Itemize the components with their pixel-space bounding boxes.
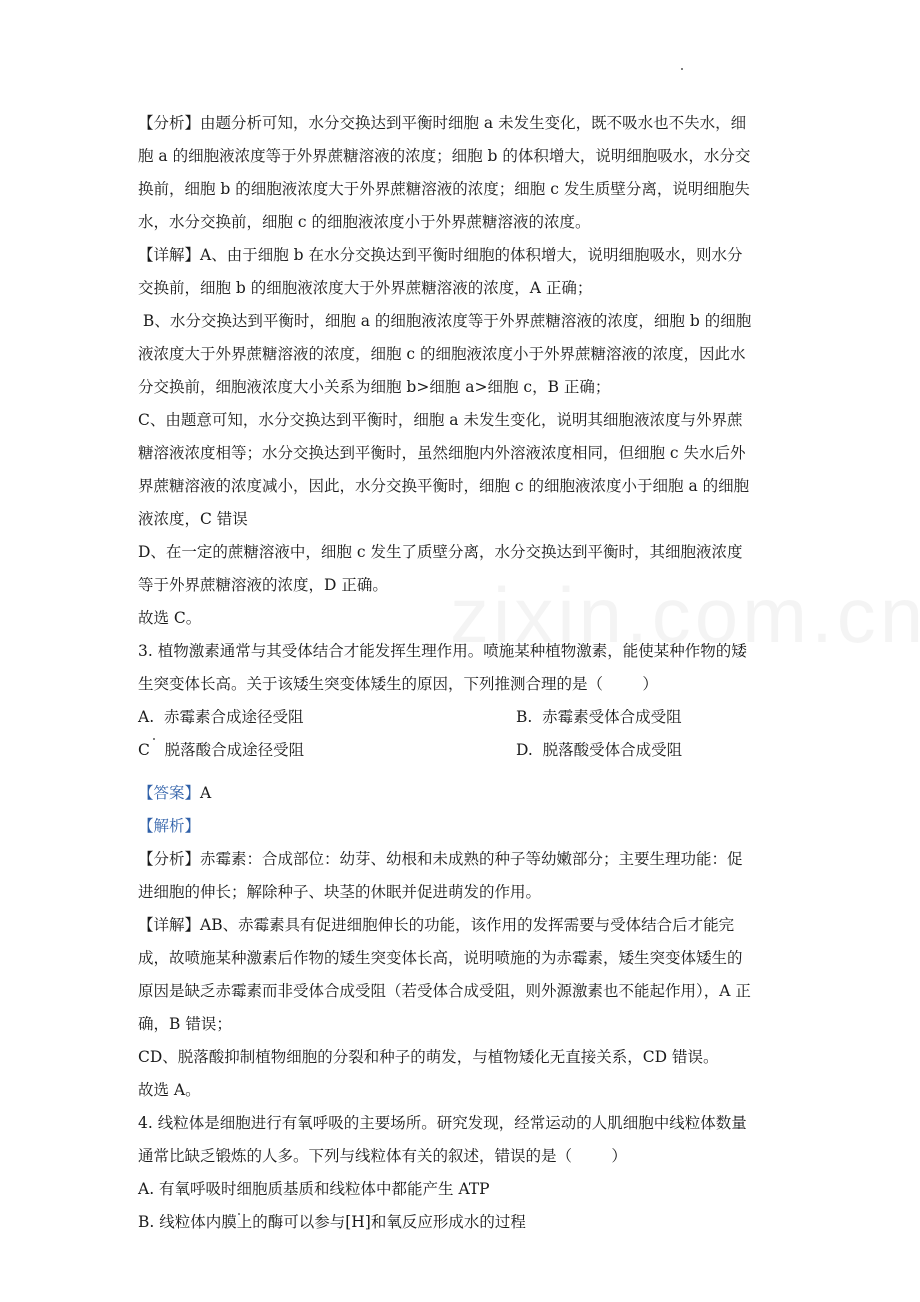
page-dot-top [681, 68, 683, 70]
q2-detail-line: 糖溶液浓度相等；水分交换达到平衡时，虽然细胞内外溶液浓度相同，但细胞 c 失水后外 [138, 444, 746, 462]
q3-option-d: D. 脱落酸受体合成受阻 [516, 741, 683, 759]
q3-detail-line: 【详解】AB、赤霉素具有促进细胞伸长的功能，该作用的发挥需要与受体结合后才能完 [138, 916, 735, 934]
q3-detail-line: 原因是缺乏赤霉素而非受体合成受阻（若受体合成受阻，则外源激素也不能起作用），A 正 [138, 982, 751, 1000]
q2-analysis-line: 水，水分交换前，细胞 c 的细胞液浓度小于外界蔗糖溶液的浓度。 [138, 213, 591, 231]
q3-conclusion: 故选 A。 [138, 1081, 201, 1099]
q3-stem-line: 生突变体长高。关于该矮生突变体矮生的原因，下列推测合理的是（ ） [138, 675, 658, 693]
q3-detail-line: CD、脱落酸抑制植物细胞的分裂和种子的萌发，与植物矮化无直接关系，CD 错误。 [138, 1048, 719, 1066]
q2-detail-line: 液浓度大于外界蔗糖溶液的浓度，细胞 c 的细胞液浓度小于外界蔗糖溶液的浓度，因此水 [138, 345, 746, 363]
answer-value: A [200, 784, 212, 802]
answer-label: 【答案】 [138, 784, 201, 802]
q3-detail-line: 确，B 错误； [138, 1015, 232, 1033]
q3-jiexi-label: 【解析】 [138, 817, 201, 835]
q3-option-a: A. 赤霉素合成途径受阻 [138, 708, 304, 726]
q3-analysis-line: 【分析】赤霉素：合成部位：幼芽、幼根和未成熟的种子等幼嫩部分；主要生理功能：促 [138, 850, 743, 868]
q2-analysis-line: 胞 a 的细胞液浓度等于外界蔗糖溶液的浓度；细胞 b 的体积增大，说明细胞吸水，水分交 [138, 147, 751, 165]
q3-detail-line: 成，故喷施某种激素后作物的矮生突变体长高，说明喷施的为赤霉素，矮生突变体矮生的 [138, 949, 743, 967]
q2-detail-line: 【详解】A、由于细胞 b 在水分交换达到平衡时细胞的体积增大，说明细胞吸水，则水分 [138, 246, 743, 264]
q4-option-b: B. 线粒体内膜上的酶可以参与[H]和氧反应形成水的过程 [138, 1213, 526, 1231]
q2-detail-line: 界蔗糖溶液的浓度减小，因此，水分交换平衡时，细胞 c 的细胞液浓度小于细胞 a 的细胞 [138, 477, 750, 495]
q2-detail-line: 等于外界蔗糖溶液的浓度，D 正确。 [138, 576, 388, 594]
q2-detail-line: 分交换前，细胞液浓度大小关系为细胞 b>细胞 a>细胞 c，B 正确； [138, 378, 611, 396]
q2-detail-line: B、水分交换达到平衡时，细胞 a 的细胞液浓度等于外界蔗糖溶液的浓度，细胞 b 的细胞 [138, 312, 752, 330]
q2-conclusion: 故选 C。 [138, 609, 202, 627]
q4-option-a: A. 有氧呼吸时细胞质基质和线粒体中都能产生 ATP [138, 1180, 490, 1198]
q2-detail-line: 液浓度，C 错误 [138, 510, 248, 528]
q2-detail-line: 交换前，细胞 b 的细胞液浓度大于外界蔗糖溶液的浓度，A 正确； [138, 279, 593, 297]
q2-analysis-line: 换前，细胞 b 的细胞液浓度大于外界蔗糖溶液的浓度；细胞 c 发生质壁分离，说明细胞失 [138, 180, 750, 198]
q2-detail-line: C、由题意可知，水分交换达到平衡时，细胞 a 未发生变化，说明其细胞液浓度与外界蔗 [138, 411, 743, 429]
q3-answer [138, 783, 211, 803]
q4-stem-line: 4. 线粒体是细胞进行有氧呼吸的主要场所。研究发现，经常运动的人肌细胞中线粒体数量 [138, 1114, 747, 1132]
q2-detail-line: D、在一定的蔗糖溶液中，细胞 c 发生了质壁分离，水分交换达到平衡时，其细胞液浓度 [138, 543, 743, 561]
q4-stem-line: 通常比缺乏锻炼的人多。下列与线粒体有关的叙述，错误的是（ ） [138, 1147, 627, 1165]
q2-analysis-line: 【分析】由题分析可知，水分交换达到平衡时细胞 a 未发生变化，既不吸水也不失水，细 [138, 114, 747, 132]
q3-option-b: B. 赤霉素受体合成受阻 [516, 708, 682, 726]
q3-analysis-line: 进细胞的伸长；解除种子、块茎的休眠并促进萌发的作用。 [138, 883, 542, 901]
q3-stem-line: 3. 植物激素通常与其受体结合才能发挥生理作用。喷施某种植物激素，能使某种作物的矮 [138, 642, 747, 660]
q3-option-c: C 脱落酸合成途径受阻 [138, 741, 305, 759]
